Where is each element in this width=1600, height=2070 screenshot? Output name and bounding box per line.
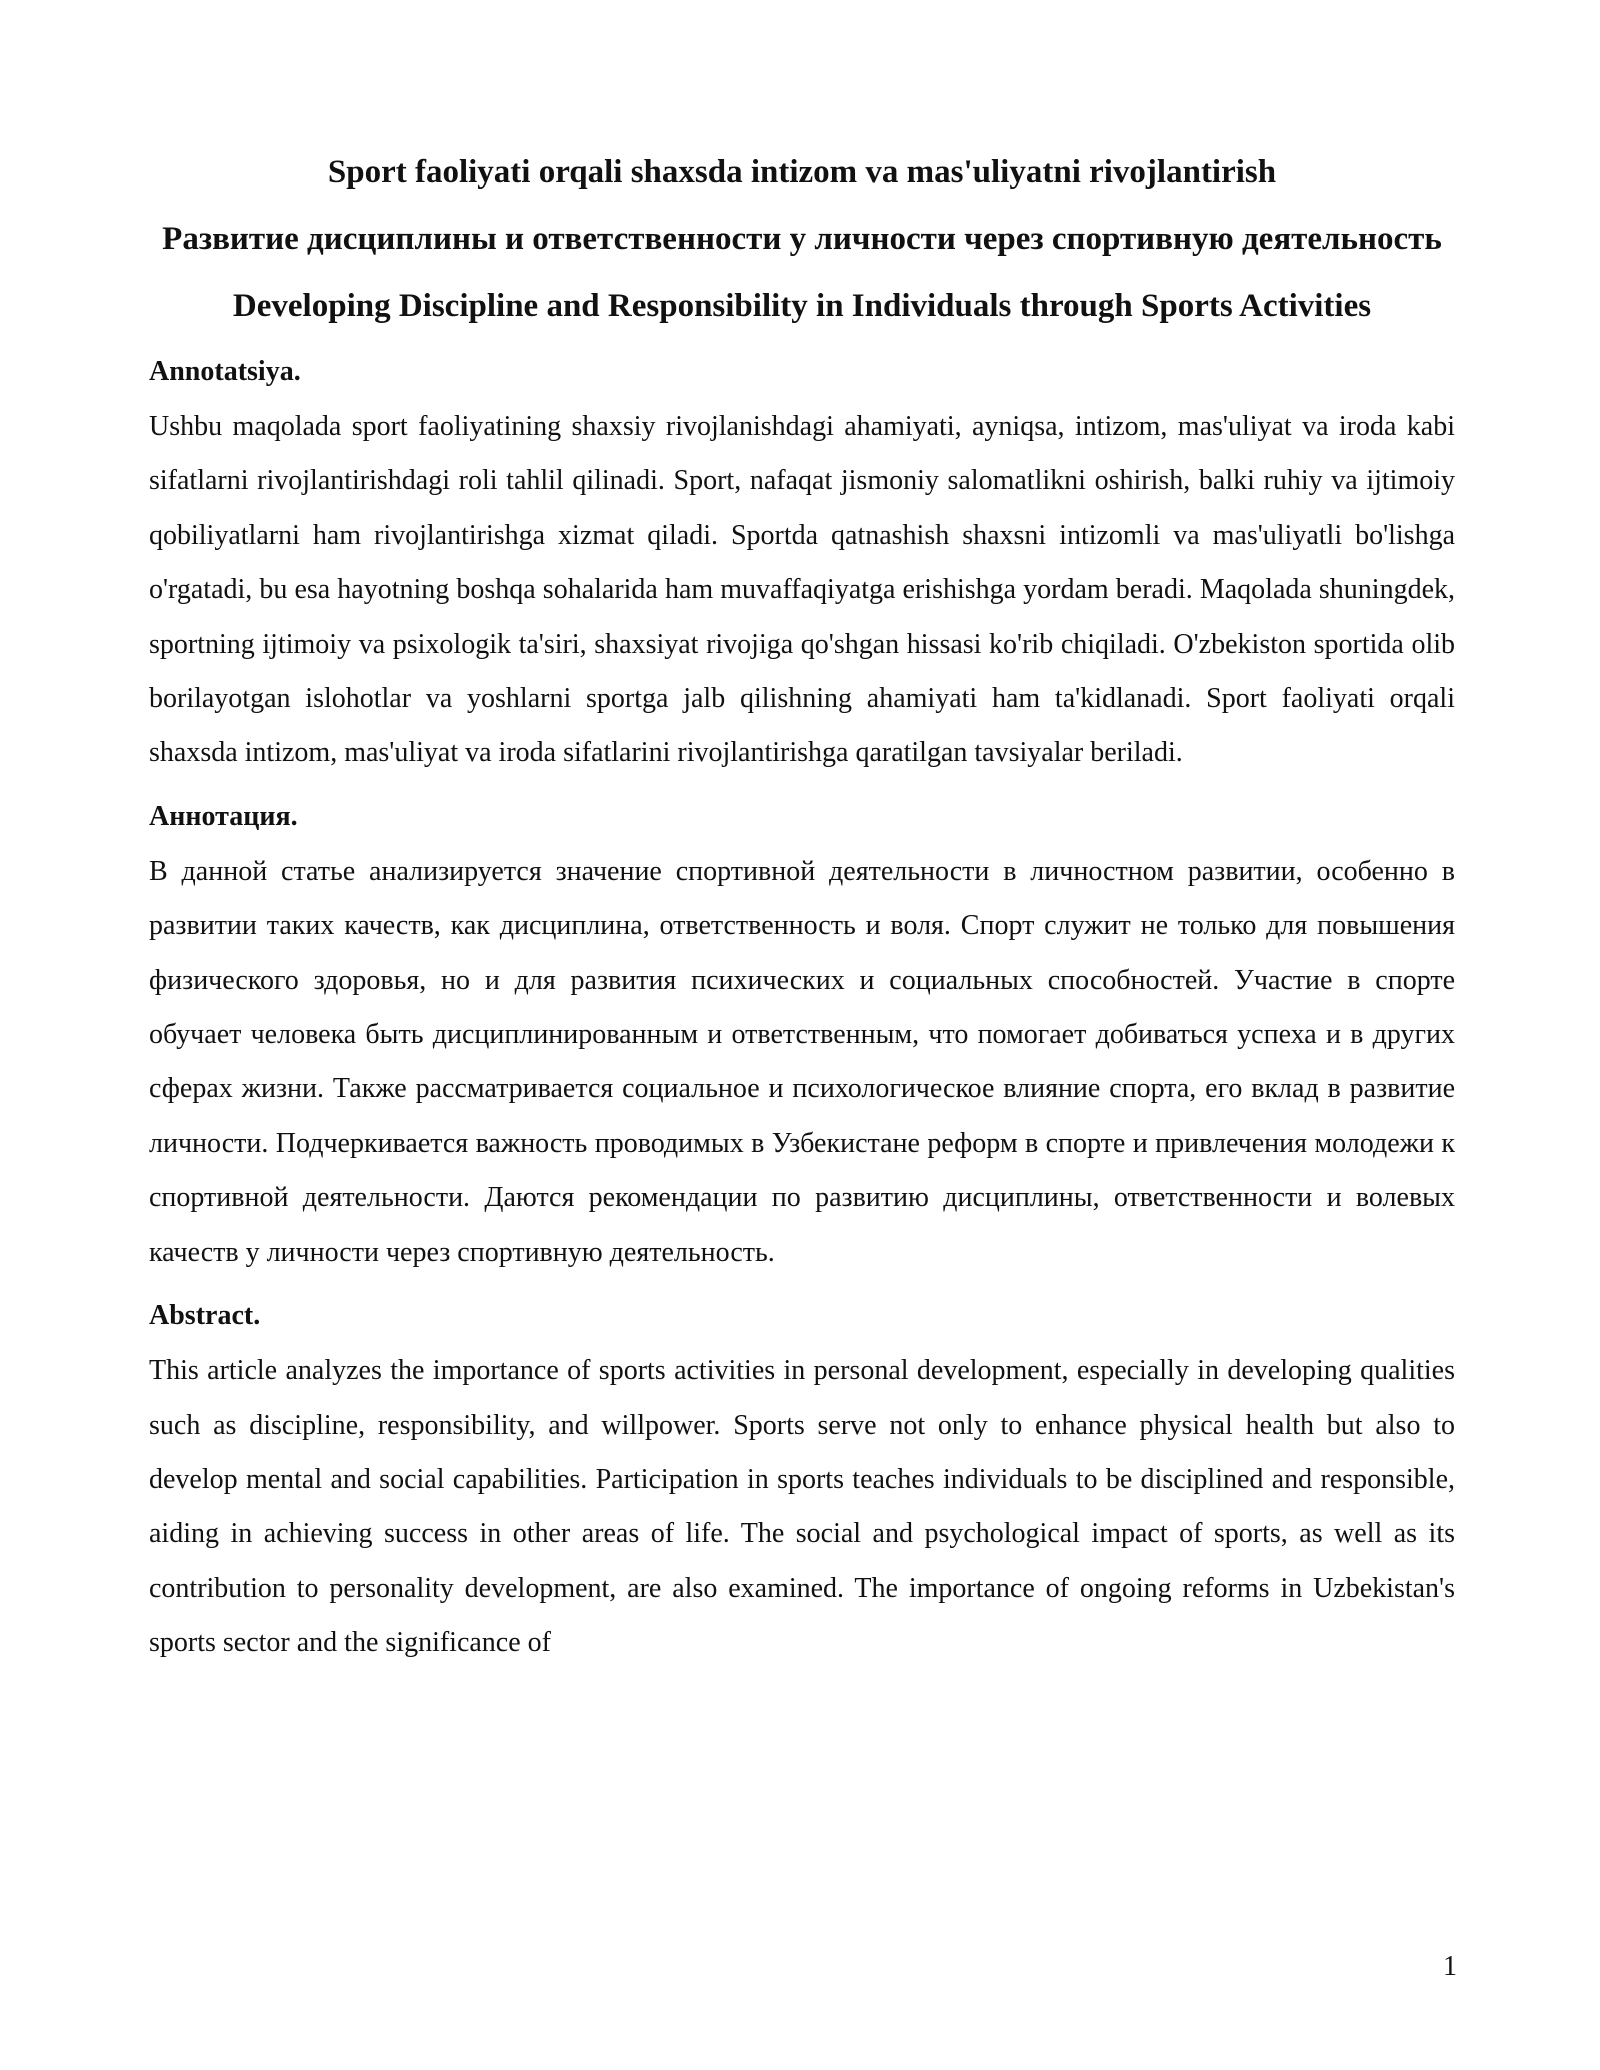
annotation-uzbek-heading: Annotatsiya. (149, 356, 301, 387)
annotation-uzbek-section (149, 352, 1455, 781)
annotation-russian-heading: Аннотация. (149, 800, 298, 832)
annotation-uzbek-text: Ushbu maqolada sport faoliyatining shaxsiy rivojlanishdagi ahamiyati, ayniqsa, intizom, mas'uliyat va iroda kabi sifatlarni rivojlantirishdagi roli tahlil qilinadi. Sport, nafaqat jismoniy salomatlikni oshirish, balki ruhiy va ijtimoiy qobiliyatlarni ham rivojlantirishga xizmat qiladi. Sportda qatnashish shaxsni intizomli va mas'uliyatli bo'lishga o'rgatadi, bu esa hayotning boshqa sohalarida ham muvaffaqiyatga erishishga yordam beradi. Maqolada shuningdek, sportning ijtimoiy va psixologik ta'siri, shaxsiyat rivojiga qo'shgan hissasi ko'rib chiqiladi. O'zbekiston sportida olib borilayotgan islohotlar va yoshlarni sportga jalb qilishning ahamiyati ham ta'kidlanadi. Sport faoliyati orqali shaxsda intizom, mas'uliyat va iroda sifatlarini rivojlantirishga qaratilgan tavsiyalar beriladi. (149, 411, 1455, 769)
abstract-english-section (149, 1296, 1455, 1670)
title-english: Developing Discipline and Responsibility in Individuals through Sports Activities (232, 288, 1372, 324)
annotation-russian-text: В данной статье анализируется значение спортивной деятельности в личностном развитии, особенно в развитии таких качеств, как дисциплина, ответственность и воля. Спорт служит не только для повышения физического здоровья, но и для развития психических и социальных способностей. Участие в спорте обучает человека быть дисциплинированным и ответственным, что помогает добиваться успеха и в других сферах жизни. Также рассматривается социальное и психологическое влияние спорта, его вклад в развитие личности. Подчеркивается важность проводимых в Узбекистане реформ в спорте и привлечения молодежи к спортивной деятельности. Даются рекомендации по развитию дисциплины, ответственности и волевых качеств у личности через спортивную деятельность. (149, 855, 1455, 1268)
page-content (149, 144, 1455, 1671)
annotation-russian-section (149, 797, 1455, 1280)
page-number: 1 (1443, 1951, 1457, 1982)
abstract-english-text: This article analyzes the importance of sports activities in personal development, especially in developing qualities such as discipline, responsibility, and willpower. Sports serve not only to enhance physical health but also to develop mental and social capabilities. Participation in sports teaches individuals to be disciplined and responsible, aiding in achieving success in other areas of life. The social and psychological impact of sports, as well as its contribution to personality development, are also examined. The importance of ongoing reforms in Uzbekistan's sports sector and the significance of (149, 1355, 1455, 1659)
title-russian: Развитие дисциплины и ответственности у личности через спортивную деятельность (162, 221, 1442, 257)
title-uzbek: Sport faoliyati orqali shaxsda intizom va mas'uliyatni rivojlantirish (327, 154, 1277, 190)
abstract-english-heading: Abstract. (149, 1300, 261, 1332)
